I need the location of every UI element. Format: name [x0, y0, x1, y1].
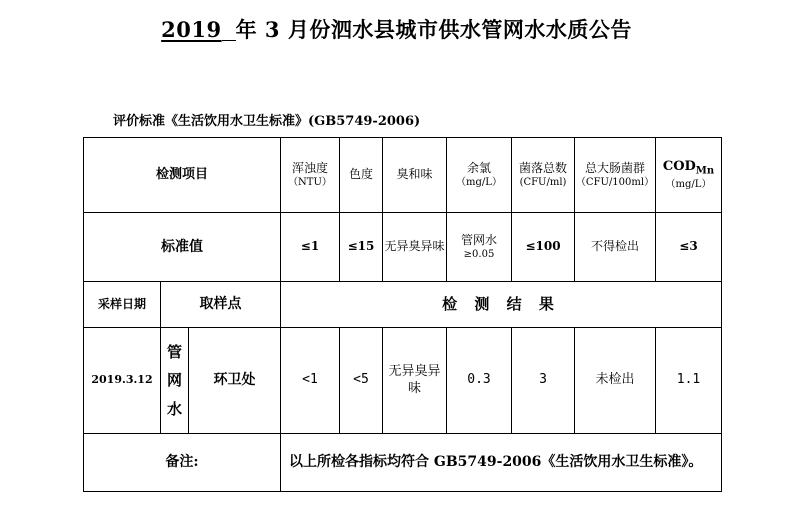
result-row: [84, 328, 722, 434]
header-colony-label: 菌落总数: [518, 160, 567, 175]
header-colony: [512, 138, 575, 213]
header-coliform-unit: （CFU/100ml）: [575, 177, 655, 189]
standard-chlorine-value: ≥0.05: [463, 249, 495, 261]
standard-odor: 无异臭异味: [383, 213, 447, 282]
header-colony-unit: (CFU/ml): [519, 177, 567, 189]
standard-chlorine-label: 管网水: [460, 232, 497, 247]
result-water-type: [161, 328, 189, 434]
standard-colony: ≤100: [512, 213, 575, 282]
header-turbidity: [281, 138, 340, 213]
result-water-type-char: 网: [166, 371, 182, 390]
standard-color: ≤15: [340, 213, 383, 282]
result-date: 2019.3.12: [84, 328, 161, 434]
standard-row: [84, 213, 722, 282]
header-odor: 臭和味: [383, 138, 447, 213]
result-header-row: [84, 282, 722, 328]
title-text: 年 3 月份泗水县城市供水管网水水质公告: [235, 17, 632, 42]
title-underline-gap: [222, 39, 236, 41]
header-chlorine-unit: （mg/L）: [456, 177, 502, 189]
header-row: [84, 138, 722, 213]
header-coliform: [575, 138, 656, 213]
note-label: 备注:: [84, 434, 281, 492]
header-chlorine-label: 余氯: [466, 160, 491, 175]
result-water-type-char: 水: [166, 399, 182, 418]
result-chlorine: 0.3: [447, 328, 512, 434]
water-quality-table: [83, 137, 722, 492]
result-header-date: 采样日期: [84, 282, 161, 328]
standard-label: 评价标准《生活饮用水卫生标准》(GB5749-2006): [113, 114, 421, 129]
result-water-type-char: 管: [166, 342, 182, 361]
header-color: 色度: [340, 138, 383, 213]
page-title: [0, 14, 793, 44]
header-cod-sub: Mn: [695, 165, 715, 177]
header-item: 检测项目: [84, 138, 281, 213]
standard-label-cell: 标准值: [84, 213, 281, 282]
header-cod: [656, 138, 722, 213]
header-chlorine: [447, 138, 512, 213]
result-color: <5: [340, 328, 383, 434]
standard-coliform: 不得检出: [575, 213, 656, 282]
result-odor: 无异臭异味: [383, 328, 447, 434]
standard-cod: ≤3: [656, 213, 722, 282]
header-turbidity-label: 浑浊度: [291, 160, 328, 175]
result-colony: 3: [512, 328, 575, 434]
result-header-results: 检 测 结 果: [281, 282, 722, 328]
result-turbidity: <1: [281, 328, 340, 434]
note-row: [84, 434, 722, 492]
standard-turbidity: ≤1: [281, 213, 340, 282]
standard-chlorine: [447, 213, 512, 282]
header-cod-label: [656, 159, 721, 178]
header-cod-unit: （mg/L）: [665, 178, 712, 190]
note-text: 以上所检各指标均符合 GB5749-2006《生活饮用水卫生标准》。: [281, 434, 722, 492]
result-header-point: 取样点: [161, 282, 281, 328]
header-turbidity-unit: （NTU）: [288, 177, 332, 189]
title-year: 2019: [161, 17, 222, 42]
result-cod: 1.1: [656, 328, 722, 434]
result-point: 环卫处: [189, 328, 281, 434]
result-coliform: 未检出: [575, 328, 656, 434]
header-cod-text: COD: [662, 159, 696, 175]
header-coliform-label: 总大肠菌群: [584, 160, 645, 175]
